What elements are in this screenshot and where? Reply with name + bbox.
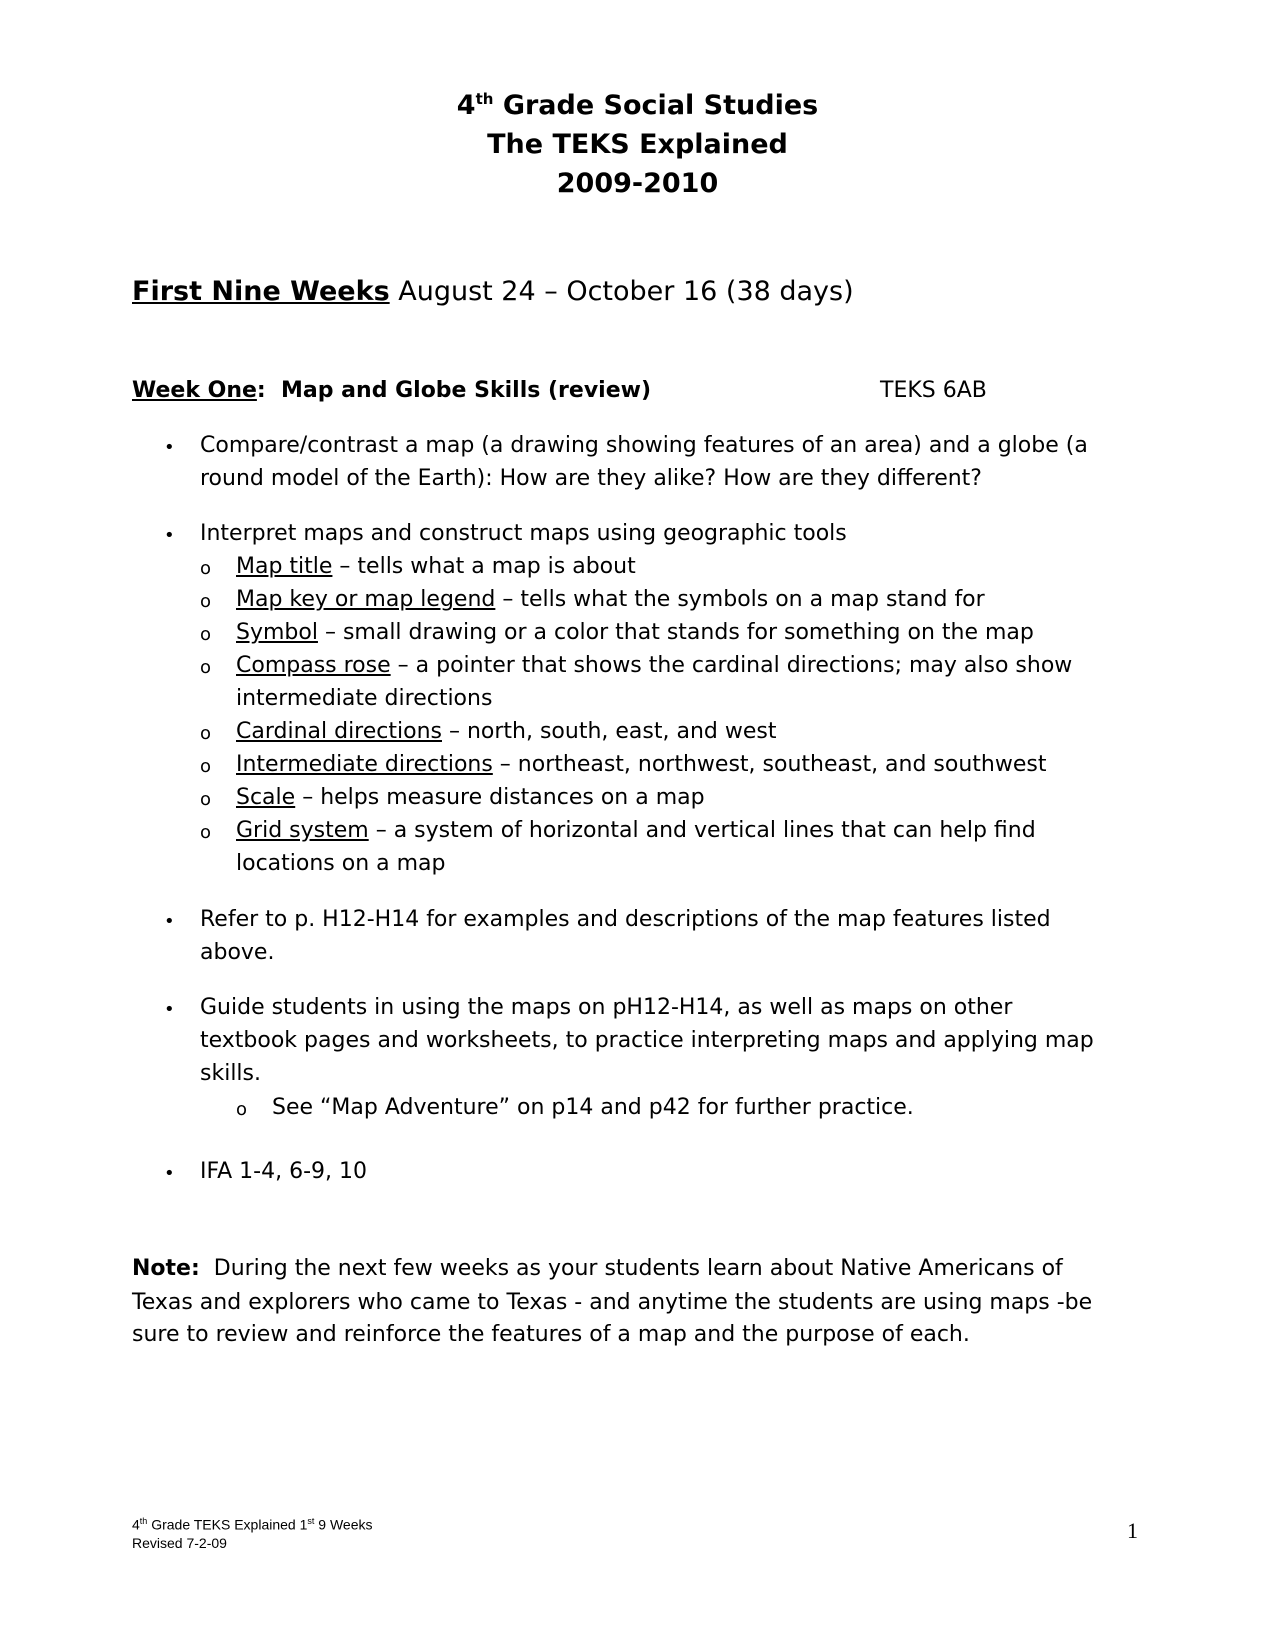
bullet-guide-line-3: skills. — [200, 1061, 261, 1086]
sub-bullet-glyph: o — [200, 624, 212, 645]
page-number: 1 — [1127, 1518, 1138, 1543]
bullet-ifa: IFA 1-4, 6-9, 10 — [200, 1159, 367, 1184]
bullet-compare-line-2: round model of the Earth): How are they alike? How are they different? — [200, 466, 982, 491]
bullet-glyph: • — [164, 1163, 175, 1184]
note-line-3: sure to review and reinforce the features of a map and the purpose of each. — [132, 1322, 970, 1347]
sub-bullet-glyph: o — [200, 657, 212, 678]
sub-bullet-glyph: o — [200, 558, 212, 579]
tool-intermediate-directions: Intermediate directions – northeast, northwest, southeast, and southwest — [236, 752, 1047, 777]
tool-grid-system: Grid system – a system of horizontal and vertical lines that can help find — [236, 818, 1036, 843]
tool-symbol: Symbol – small drawing or a color that stands for something on the map — [236, 620, 1034, 645]
sub-bullet-glyph: o — [236, 1099, 248, 1120]
bullet-guide-sub: See “Map Adventure” on p14 and p42 for further practice. — [272, 1095, 914, 1120]
bullet-refer-line-1: Refer to p. H12-H14 for examples and descriptions of the map features listed — [200, 907, 1051, 932]
sub-bullet-glyph: o — [200, 789, 212, 810]
bullet-compare-line-1: Compare/contrast a map (a drawing showing features of an area) and a globe (a — [200, 433, 1088, 458]
bullet-glyph: • — [164, 999, 175, 1020]
bullet-guide-line-1: Guide students in using the maps on pH12-H14, as well as maps on other — [200, 995, 1013, 1020]
sub-bullet-glyph: o — [200, 822, 212, 843]
doc-title-year: 2009-2010 — [556, 168, 719, 199]
tool-compass-rose-cont: intermediate directions — [236, 686, 493, 711]
tool-grid-system-cont: locations on a map — [236, 851, 446, 876]
bullet-guide-line-2: textbook pages and worksheets, to practice interpreting maps and applying map — [200, 1028, 1094, 1053]
tool-scale: Scale – helps measure distances on a map — [236, 785, 705, 810]
bullet-refer-line-2: above. — [200, 940, 275, 965]
doc-title-teks: The TEKS Explained — [487, 129, 788, 160]
note-line-1: Note: During the next few weeks as your students learn about Native Americans of — [132, 1256, 1063, 1281]
sub-bullet-glyph: o — [200, 723, 212, 744]
sub-bullet-glyph: o — [200, 591, 212, 612]
footer-revised: Revised 7-2-09 — [132, 1534, 227, 1551]
tool-map-key: Map key or map legend – tells what the symbols on a map stand for — [236, 587, 985, 612]
tool-compass-rose: Compass rose – a pointer that shows the cardinal directions; may also show — [236, 653, 1073, 678]
bullet-glyph: • — [164, 911, 175, 932]
week-heading: Week One: Map and Globe Skills (review) — [132, 378, 651, 403]
page-footer — [132, 1512, 373, 1552]
sub-bullet-glyph: o — [200, 756, 212, 777]
tool-map-title: Map title – tells what a map is about — [236, 554, 636, 579]
period-heading: First Nine Weeks August 24 – October 16 (38 days) — [132, 276, 854, 307]
bullet-glyph: • — [164, 437, 175, 458]
doc-title-grade: 4th Grade Social Studies — [456, 90, 819, 121]
teks-code: TEKS 6AB — [880, 378, 987, 403]
bullet-glyph: • — [164, 525, 175, 546]
bullet-interpret: Interpret maps and construct maps using geographic tools — [200, 521, 847, 546]
tool-cardinal-directions: Cardinal directions – north, south, east, and west — [236, 719, 777, 744]
footer-title: 4th Grade TEKS Explained 1st 9 Weeks — [132, 1516, 373, 1533]
note-line-2: Texas and explorers who came to Texas - and anytime the students are using maps -be — [132, 1290, 1093, 1315]
